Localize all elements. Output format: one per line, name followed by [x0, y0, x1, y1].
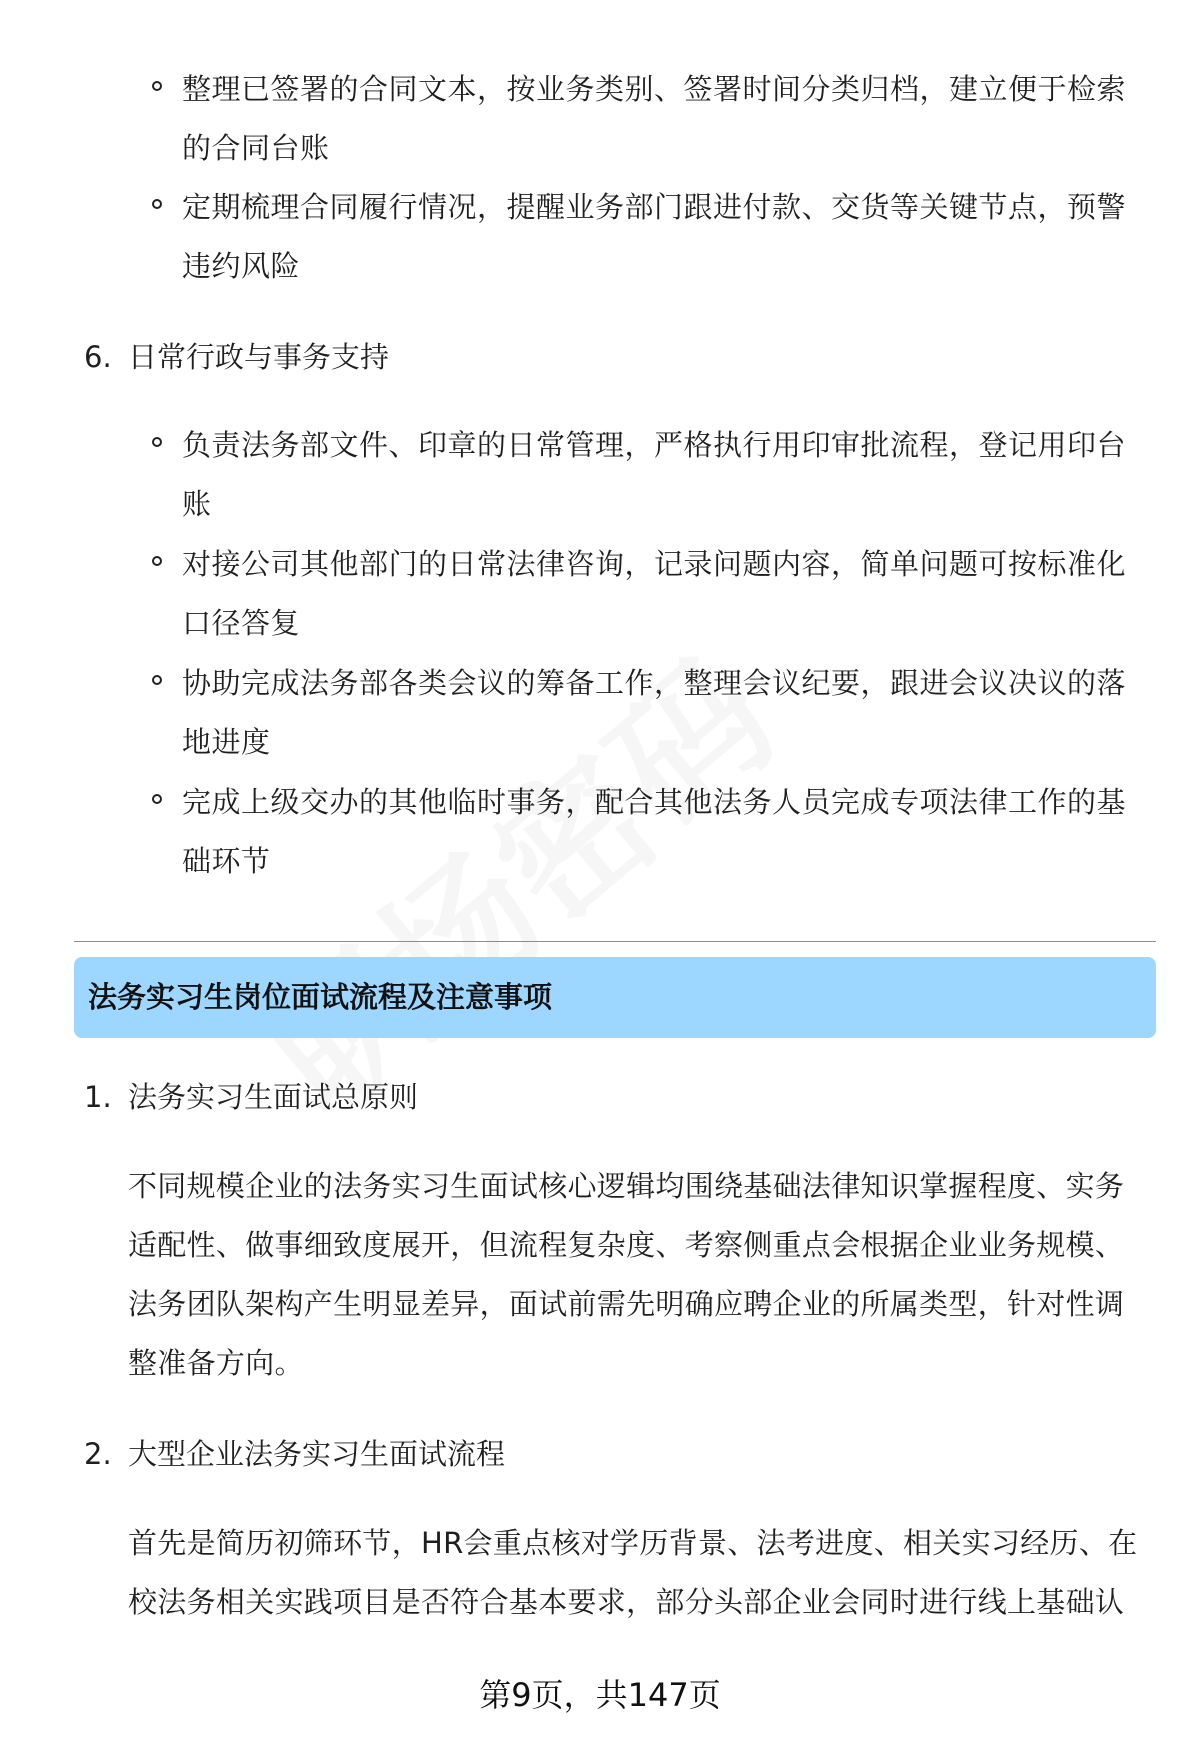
divider — [74, 941, 1156, 942]
bullet-text: 定期梳理合同履行情况，提醒业务部门跟进付款、交货等关键节点，预警违约风险 — [182, 190, 1127, 283]
hollow-bullet-icon — [152, 794, 162, 804]
paragraph: 不同规模企业的法务实习生面试核心逻辑均围绕基础法律知识掌握程度、实务适配性、做事细致度展开，但流程复杂度、考察侧重点会根据企业业务规模、法务团队架构产生明显差异，面试前需先明确应聘企业的所属类型，针对性调整准备方向。 — [128, 1169, 1125, 1380]
bullet-text: 协助完成法务部各类会议的筹备工作，整理会议纪要，跟进会议决议的落地进度 — [182, 666, 1127, 759]
hollow-bullet-icon — [152, 675, 162, 685]
page-number: 第9页，共147页 — [479, 1676, 721, 1714]
hollow-bullet-icon — [152, 81, 162, 91]
hollow-bullet-icon — [152, 437, 162, 447]
list-heading: 大型企业法务实习生面试流程 — [128, 1437, 506, 1471]
list-number: 6. — [84, 340, 112, 374]
list-number: 1. — [84, 1080, 112, 1114]
bullet-text: 完成上级交办的其他临时事务，配合其他法务人员完成专项法律工作的基础环节 — [182, 785, 1127, 878]
hollow-bullet-icon — [152, 199, 162, 209]
paragraph: 首先是简历初筛环节，HR会重点核对学历背景、法考进度、相关实习经历、在校法务相关实践项目是否符合基本要求，部分头部企业会同时进行线上基础认 — [128, 1526, 1138, 1619]
bullet-text: 整理已签署的合同文本，按业务类别、签署时间分类归档，建立便于检索的合同台账 — [182, 72, 1127, 165]
bullet-text: 负责法务部文件、印章的日常管理，严格执行用印审批流程，登记用印台账 — [182, 428, 1127, 521]
bullet-text: 对接公司其他部门的日常法律咨询，记录问题内容，简单问题可按标准化口径答复 — [182, 547, 1127, 640]
list-number: 2. — [84, 1437, 112, 1471]
hollow-bullet-icon — [152, 556, 162, 566]
section-header — [74, 957, 1156, 1038]
list-heading: 法务实习生面试总原则 — [128, 1080, 419, 1114]
section-title: 法务实习生岗位面试流程及注意事项 — [88, 980, 553, 1014]
list-heading: 日常行政与事务支持 — [128, 340, 390, 374]
